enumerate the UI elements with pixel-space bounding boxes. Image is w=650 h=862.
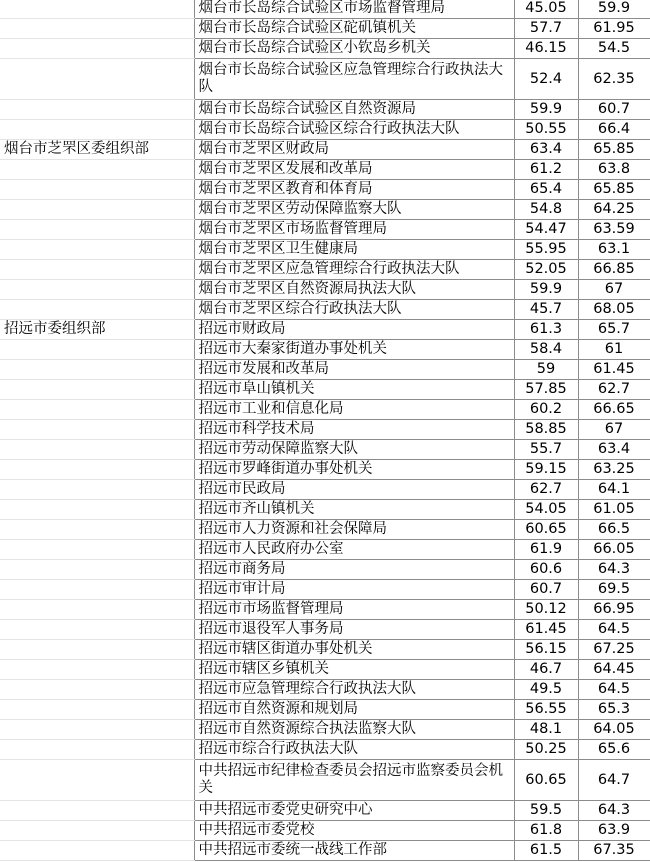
table-row: [0, 220, 650, 240]
score-b-cell[interactable]: 64.7: [578, 760, 650, 801]
table-row: [0, 560, 650, 580]
org-cell[interactable]: [0, 801, 194, 821]
org-cell[interactable]: [0, 740, 194, 760]
score-a-cell[interactable]: 59.5: [514, 801, 578, 821]
score-b-cell[interactable]: 63.59: [578, 220, 650, 240]
score-a-cell[interactable]: 49.5: [514, 680, 578, 700]
score-a-cell[interactable]: 60.2: [514, 400, 578, 420]
org-cell[interactable]: [0, 100, 194, 120]
score-a-cell[interactable]: 59: [514, 360, 578, 380]
score-a-cell[interactable]: 65.4: [514, 180, 578, 200]
org-cell[interactable]: 招远市委组织部: [0, 320, 194, 340]
department-cell[interactable]: 烟台市芝罘区教育和体育局: [194, 180, 514, 200]
table-row: [0, 59, 650, 100]
table-row: [0, 160, 650, 180]
score-a-cell[interactable]: 61.5: [514, 841, 578, 861]
table-row: [0, 100, 650, 120]
table-row: [0, 19, 650, 39]
score-a-cell[interactable]: 57.85: [514, 380, 578, 400]
department-cell[interactable]: 招远市罗峰街道办事处机关: [194, 460, 514, 480]
score-b-cell[interactable]: 65.3: [578, 700, 650, 720]
department-cell[interactable]: 烟台市芝罘区财政局: [194, 140, 514, 160]
table-row: [0, 480, 650, 500]
org-cell[interactable]: 烟台市芝罘区委组织部: [0, 140, 194, 160]
department-cell[interactable]: 烟台市芝罘区自然资源局执法大队: [194, 280, 514, 300]
score-a-cell[interactable]: 60.65: [514, 760, 578, 801]
department-cell[interactable]: 烟台市长岛综合试验区应急管理综合行政执法大队: [194, 59, 514, 100]
table-row: [0, 821, 650, 841]
org-cell[interactable]: [0, 500, 194, 520]
department-cell[interactable]: 招远市大秦家街道办事处机关: [194, 340, 514, 360]
table-row: [0, 420, 650, 440]
score-b-cell[interactable]: 64.25: [578, 200, 650, 220]
org-cell[interactable]: [0, 300, 194, 320]
score-b-cell[interactable]: 67: [578, 420, 650, 440]
org-cell[interactable]: [0, 380, 194, 400]
org-cell[interactable]: [0, 841, 194, 861]
department-cell[interactable]: 烟台市芝罘区发展和改革局: [194, 160, 514, 180]
score-a-cell[interactable]: 45.7: [514, 300, 578, 320]
department-cell[interactable]: 中共招远市纪律检查委员会招远市监察委员会机关: [194, 760, 514, 801]
table-row: [0, 500, 650, 520]
department-cell[interactable]: 招远市人民政府办公室: [194, 540, 514, 560]
score-b-cell[interactable]: 61.95: [578, 19, 650, 39]
score-b-cell[interactable]: 67.25: [578, 640, 650, 660]
score-b-cell[interactable]: 65.85: [578, 180, 650, 200]
score-b-cell[interactable]: 63.1: [578, 240, 650, 260]
score-b-cell[interactable]: 62.7: [578, 380, 650, 400]
score-a-cell[interactable]: 61.8: [514, 821, 578, 841]
department-cell[interactable]: 招远市劳动保障监察大队: [194, 440, 514, 460]
department-cell[interactable]: 烟台市芝罘区劳动保障监察大队: [194, 200, 514, 220]
score-a-cell[interactable]: 59.9: [514, 100, 578, 120]
score-b-cell[interactable]: 64.1: [578, 480, 650, 500]
org-cell[interactable]: [0, 660, 194, 680]
table-row: [0, 380, 650, 400]
score-b-cell[interactable]: 61: [578, 340, 650, 360]
score-a-cell[interactable]: 48.1: [514, 720, 578, 740]
score-b-cell[interactable]: 64.5: [578, 620, 650, 640]
table-row: [0, 720, 650, 740]
score-b-cell[interactable]: 63.25: [578, 460, 650, 480]
table-row: [0, 460, 650, 480]
org-cell[interactable]: [0, 560, 194, 580]
score-a-cell[interactable]: 56.55: [514, 700, 578, 720]
score-a-cell[interactable]: 52.4: [514, 59, 578, 100]
table-row: [0, 540, 650, 560]
org-cell[interactable]: [0, 360, 194, 380]
department-cell[interactable]: 烟台市芝罘区综合行政执法大队: [194, 300, 514, 320]
score-a-cell[interactable]: 59.9: [514, 280, 578, 300]
score-a-cell[interactable]: 54.47: [514, 220, 578, 240]
org-cell[interactable]: [0, 39, 194, 59]
org-cell[interactable]: [0, 420, 194, 440]
department-cell[interactable]: 烟台市长岛综合试验区砣矶镇机关: [194, 19, 514, 39]
score-a-cell[interactable]: 54.05: [514, 500, 578, 520]
department-cell[interactable]: 招远市自然资源和规划局: [194, 700, 514, 720]
department-cell[interactable]: 招远市辖区乡镇机关: [194, 660, 514, 680]
org-cell[interactable]: [0, 160, 194, 180]
score-a-cell[interactable]: 61.9: [514, 540, 578, 560]
table-row: [0, 520, 650, 540]
department-cell[interactable]: 烟台市芝罘区应急管理综合行政执法大队: [194, 260, 514, 280]
table-row: [0, 280, 650, 300]
department-cell[interactable]: 中共招远市委党校: [194, 821, 514, 841]
table-row: [0, 760, 650, 801]
department-cell[interactable]: 招远市市场监督管理局: [194, 600, 514, 620]
score-b-cell[interactable]: 67.35: [578, 841, 650, 861]
score-b-cell[interactable]: 65.6: [578, 740, 650, 760]
org-cell[interactable]: [0, 480, 194, 500]
score-b-cell[interactable]: 66.4: [578, 120, 650, 140]
org-cell[interactable]: [0, 200, 194, 220]
score-a-cell[interactable]: 45.05: [514, 0, 578, 19]
score-b-cell[interactable]: 66.5: [578, 520, 650, 540]
org-cell[interactable]: [0, 720, 194, 740]
table-row: [0, 600, 650, 620]
org-cell[interactable]: [0, 120, 194, 140]
org-cell[interactable]: [0, 0, 194, 19]
score-a-cell[interactable]: 52.05: [514, 260, 578, 280]
org-cell[interactable]: [0, 260, 194, 280]
department-cell[interactable]: 招远市审计局: [194, 580, 514, 600]
department-cell[interactable]: 烟台市长岛综合试验区市场监督管理局: [194, 0, 514, 19]
org-cell[interactable]: [0, 760, 194, 801]
score-a-cell[interactable]: 56.15: [514, 640, 578, 660]
org-cell[interactable]: [0, 680, 194, 700]
table-row: [0, 200, 650, 220]
score-b-cell[interactable]: 60.7: [578, 100, 650, 120]
org-cell[interactable]: [0, 540, 194, 560]
score-b-cell[interactable]: 64.45: [578, 660, 650, 680]
department-cell[interactable]: 招远市辖区街道办事处机关: [194, 640, 514, 660]
score-a-cell[interactable]: 61.2: [514, 160, 578, 180]
department-cell[interactable]: 烟台市芝罘区市场监督管理局: [194, 220, 514, 240]
table-row: [0, 680, 650, 700]
department-cell[interactable]: 招远市工业和信息化局: [194, 400, 514, 420]
score-b-cell[interactable]: 61.45: [578, 360, 650, 380]
table-row: [0, 400, 650, 420]
score-a-cell[interactable]: 58.85: [514, 420, 578, 440]
score-b-cell[interactable]: 65.85: [578, 140, 650, 160]
table-row: [0, 39, 650, 59]
department-cell[interactable]: 招远市人力资源和社会保障局: [194, 520, 514, 540]
score-b-cell[interactable]: 67: [578, 280, 650, 300]
department-cell[interactable]: 烟台市芝罘区卫生健康局: [194, 240, 514, 260]
org-cell[interactable]: [0, 600, 194, 620]
department-cell[interactable]: 招远市科学技术局: [194, 420, 514, 440]
table-row: [0, 440, 650, 460]
score-a-cell[interactable]: 62.7: [514, 480, 578, 500]
department-cell[interactable]: 招远市商务局: [194, 560, 514, 580]
org-cell[interactable]: [0, 19, 194, 39]
score-b-cell[interactable]: 59.9: [578, 0, 650, 19]
score-a-cell[interactable]: 50.12: [514, 600, 578, 620]
score-b-cell[interactable]: 68.05: [578, 300, 650, 320]
table-row: [0, 360, 650, 380]
org-cell[interactable]: [0, 580, 194, 600]
score-a-cell[interactable]: 57.7: [514, 19, 578, 39]
table-row: [0, 120, 650, 140]
org-cell[interactable]: [0, 220, 194, 240]
score-a-cell[interactable]: 55.95: [514, 240, 578, 260]
department-cell[interactable]: 烟台市长岛综合试验区综合行政执法大队: [194, 120, 514, 140]
score-b-cell[interactable]: 61.05: [578, 500, 650, 520]
table-row: [0, 640, 650, 660]
score-b-cell[interactable]: 63.9: [578, 821, 650, 841]
score-a-cell[interactable]: 54.8: [514, 200, 578, 220]
table-row: [0, 740, 650, 760]
score-a-cell[interactable]: 63.4: [514, 140, 578, 160]
score-b-cell[interactable]: 63.8: [578, 160, 650, 180]
score-b-cell[interactable]: 65.7: [578, 320, 650, 340]
department-cell[interactable]: 招远市自然资源综合执法监察大队: [194, 720, 514, 740]
score-b-cell[interactable]: 69.5: [578, 580, 650, 600]
table-row: [0, 180, 650, 200]
table-row: [0, 620, 650, 640]
table-row: [0, 240, 650, 260]
org-cell[interactable]: [0, 620, 194, 640]
table-row: [0, 140, 650, 160]
department-cell[interactable]: 中共招远市委党史研究中心: [194, 801, 514, 821]
score-a-cell[interactable]: 61.45: [514, 620, 578, 640]
table-row: [0, 841, 650, 861]
score-a-cell[interactable]: 60.65: [514, 520, 578, 540]
score-a-cell[interactable]: 46.15: [514, 39, 578, 59]
department-cell[interactable]: 招远市退役军人事务局: [194, 620, 514, 640]
table-row: [0, 0, 650, 19]
department-cell[interactable]: 烟台市长岛综合试验区自然资源局: [194, 100, 514, 120]
table-row: [0, 660, 650, 680]
department-cell[interactable]: 烟台市长岛综合试验区小钦岛乡机关: [194, 39, 514, 59]
score-a-cell[interactable]: 60.7: [514, 580, 578, 600]
org-cell[interactable]: [0, 59, 194, 100]
score-b-cell[interactable]: 64.3: [578, 560, 650, 580]
score-b-cell[interactable]: 66.65: [578, 400, 650, 420]
department-cell[interactable]: 招远市阜山镇机关: [194, 380, 514, 400]
score-a-cell[interactable]: 59.15: [514, 460, 578, 480]
org-cell[interactable]: [0, 280, 194, 300]
table-row: [0, 300, 650, 320]
department-cell[interactable]: 招远市齐山镇机关: [194, 500, 514, 520]
score-b-cell[interactable]: 66.85: [578, 260, 650, 280]
score-b-cell[interactable]: 64.3: [578, 801, 650, 821]
table-row: [0, 700, 650, 720]
org-cell[interactable]: [0, 520, 194, 540]
score-b-cell[interactable]: 62.35: [578, 59, 650, 100]
department-cell[interactable]: 招远市发展和改革局: [194, 360, 514, 380]
score-a-cell[interactable]: 55.7: [514, 440, 578, 460]
org-cell[interactable]: [0, 700, 194, 720]
table-row: [0, 801, 650, 821]
score-a-cell[interactable]: 61.3: [514, 320, 578, 340]
score-b-cell[interactable]: 63.4: [578, 440, 650, 460]
department-cell[interactable]: 招远市应急管理综合行政执法大队: [194, 680, 514, 700]
score-a-cell[interactable]: 60.6: [514, 560, 578, 580]
score-a-cell[interactable]: 46.7: [514, 660, 578, 680]
org-cell[interactable]: [0, 340, 194, 360]
score-b-cell[interactable]: 64.5: [578, 680, 650, 700]
org-cell[interactable]: [0, 180, 194, 200]
org-cell[interactable]: [0, 460, 194, 480]
score-b-cell[interactable]: 54.5: [578, 39, 650, 59]
department-cell[interactable]: 招远市民政局: [194, 480, 514, 500]
org-cell[interactable]: [0, 640, 194, 660]
score-a-cell[interactable]: 50.55: [514, 120, 578, 140]
score-b-cell[interactable]: 66.05: [578, 540, 650, 560]
table-row: [0, 260, 650, 280]
org-cell[interactable]: [0, 821, 194, 841]
department-cell[interactable]: 招远市财政局: [194, 320, 514, 340]
org-cell[interactable]: [0, 240, 194, 260]
table-row: [0, 320, 650, 340]
table-row: [0, 340, 650, 360]
score-a-cell[interactable]: 58.4: [514, 340, 578, 360]
org-cell[interactable]: [0, 400, 194, 420]
score-b-cell[interactable]: 64.05: [578, 720, 650, 740]
department-cell[interactable]: 中共招远市委统一战线工作部: [194, 841, 514, 861]
org-cell[interactable]: [0, 440, 194, 460]
score-a-cell[interactable]: 50.25: [514, 740, 578, 760]
department-cell[interactable]: 招远市综合行政执法大队: [194, 740, 514, 760]
score-b-cell[interactable]: 66.95: [578, 600, 650, 620]
table-row: [0, 580, 650, 600]
